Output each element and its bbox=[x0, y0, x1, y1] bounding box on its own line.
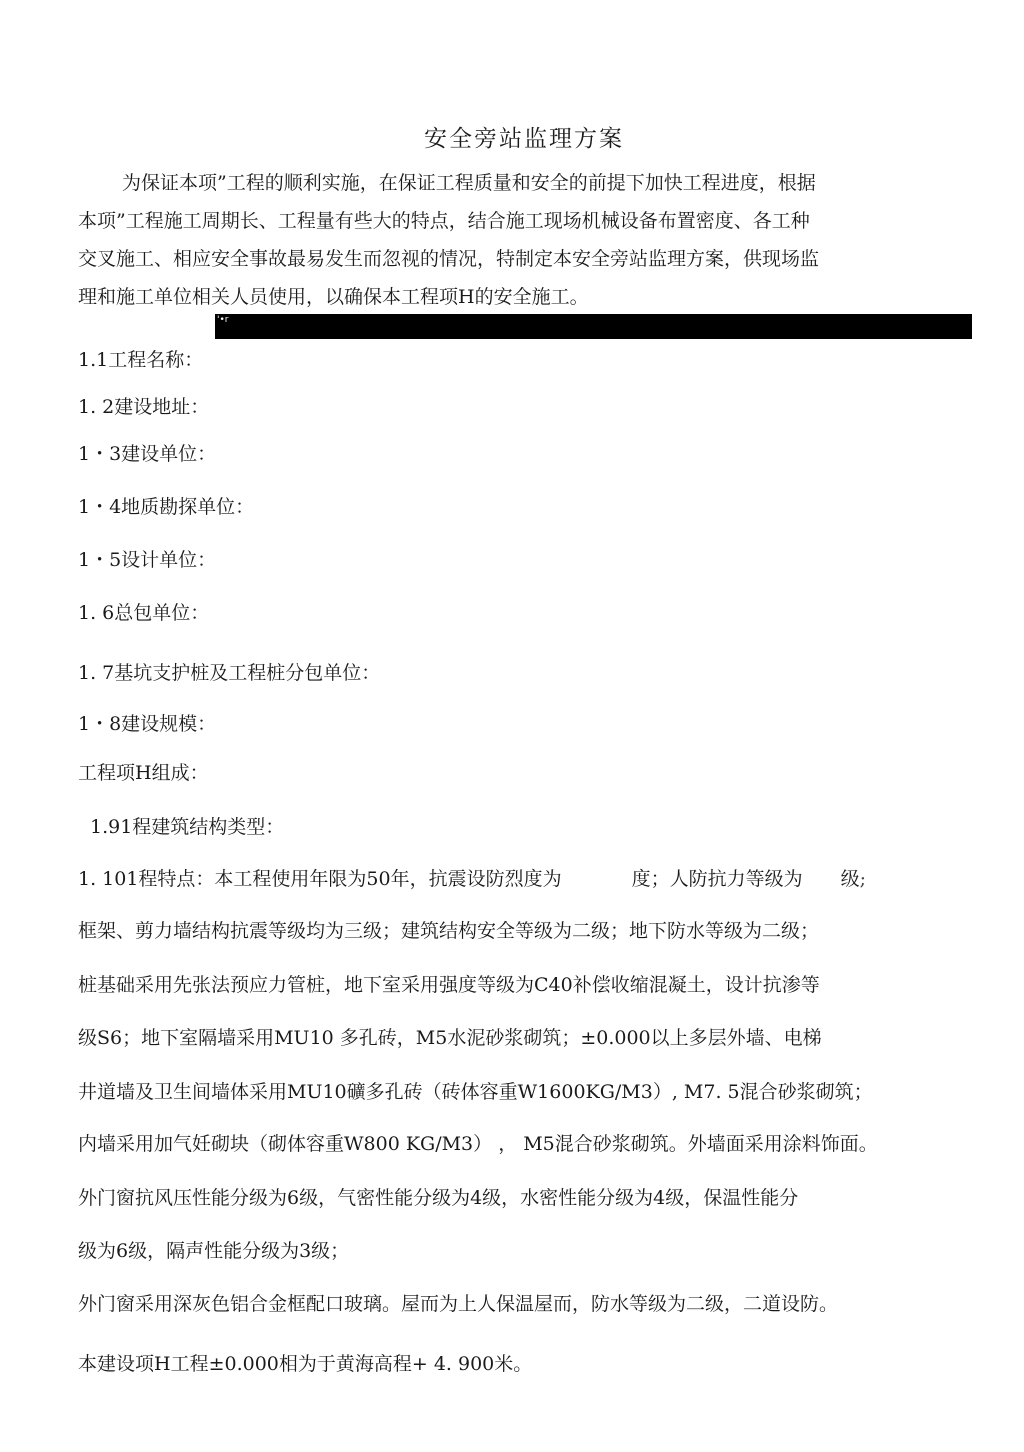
item-scale: 1・8建设规模： bbox=[78, 713, 217, 735]
features-line: 外门窗采用深灰色铝合金框配口玻璃。屋而为上人保温屋而，防水等级为二级，二道设防。 bbox=[78, 1293, 839, 1315]
intro-line: 本项”工程施工周期长、工程量有些大的特点，结合施工现场机械设备布置密度、各工种 bbox=[78, 210, 810, 232]
item-subcontractor: 1. 7基坑支护桩及工程桩分包单位： bbox=[78, 662, 381, 684]
item-structure-type: 1.91程建筑结构类型： bbox=[90, 816, 285, 838]
item-address: 1. 2建设地址： bbox=[78, 396, 210, 418]
item-general-contractor: 1. 6总包单位： bbox=[78, 602, 210, 624]
features-line: 本建设项H工程±0.000相为于黄海高程+ 4. 900米。 bbox=[78, 1353, 533, 1375]
item-owner: 1・3建设单位： bbox=[78, 443, 217, 465]
document-title: 安全旁站监理方案 bbox=[424, 126, 624, 152]
intro-line: 理和施工单位相关人员使用，以确保本工程项H的安全施工。 bbox=[78, 286, 589, 308]
item-composition: 工程项H组成： bbox=[78, 762, 209, 784]
features-line: 1. 101程特点：本工程使用年限为50年，抗震设防烈度为 度；人防抗力等级为 级; bbox=[78, 868, 867, 890]
intro-paragraph bbox=[78, 164, 918, 316]
features-line: 级为6级，隔声性能分级为3级； bbox=[78, 1240, 350, 1262]
features-line: 内墙采用加气妊砌块（砌体容重W800 KG/M3） ， M5混合砂浆砌筑。外墙面采用涂料饰面。 bbox=[78, 1133, 878, 1155]
intro-line: 交叉施工、相应安全事故最易发生而忽视的情况，特制定本安全旁站监理方案，供现场监 bbox=[78, 248, 820, 270]
features-line: 桩基础采用先张法预应力管桩，地下室采用强度等级为C40补偿收缩混凝土，设计抗渗等 bbox=[78, 974, 820, 996]
redaction-bar bbox=[215, 314, 972, 339]
features-line: 级S6；地下室隔墙采用MU10 多孔砖，M5水泥砂浆砌筑；±0.000以上多层外墙、电梯 bbox=[78, 1027, 822, 1049]
features-line: 井道墙及卫生间墙体采用MU10礦多孔砖（砖体容重W1600KG/M3）, M7. 5混合砂浆砌筑； bbox=[78, 1081, 873, 1103]
item-survey-unit: 1・4地质勘探单位： bbox=[78, 496, 255, 518]
intro-line: 为保证本项”工程的顺利实施，在保证工程质量和安全的前提下加快工程进度，根据 bbox=[122, 172, 816, 194]
item-project-name: 1.1工程名称： bbox=[78, 349, 204, 371]
item-design-unit: 1・5设计单位： bbox=[78, 549, 217, 571]
redaction-bar-text: '•r bbox=[217, 315, 229, 325]
features-line: 框架、剪力墙结构抗震等级均为三级；建筑结构安全等级为二级；地下防水等级为二级； bbox=[78, 920, 820, 942]
features-line: 外门窗抗风压性能分级为6级，气密性能分级为4级，水密性能分级为4级，保温性能分 bbox=[78, 1187, 799, 1209]
